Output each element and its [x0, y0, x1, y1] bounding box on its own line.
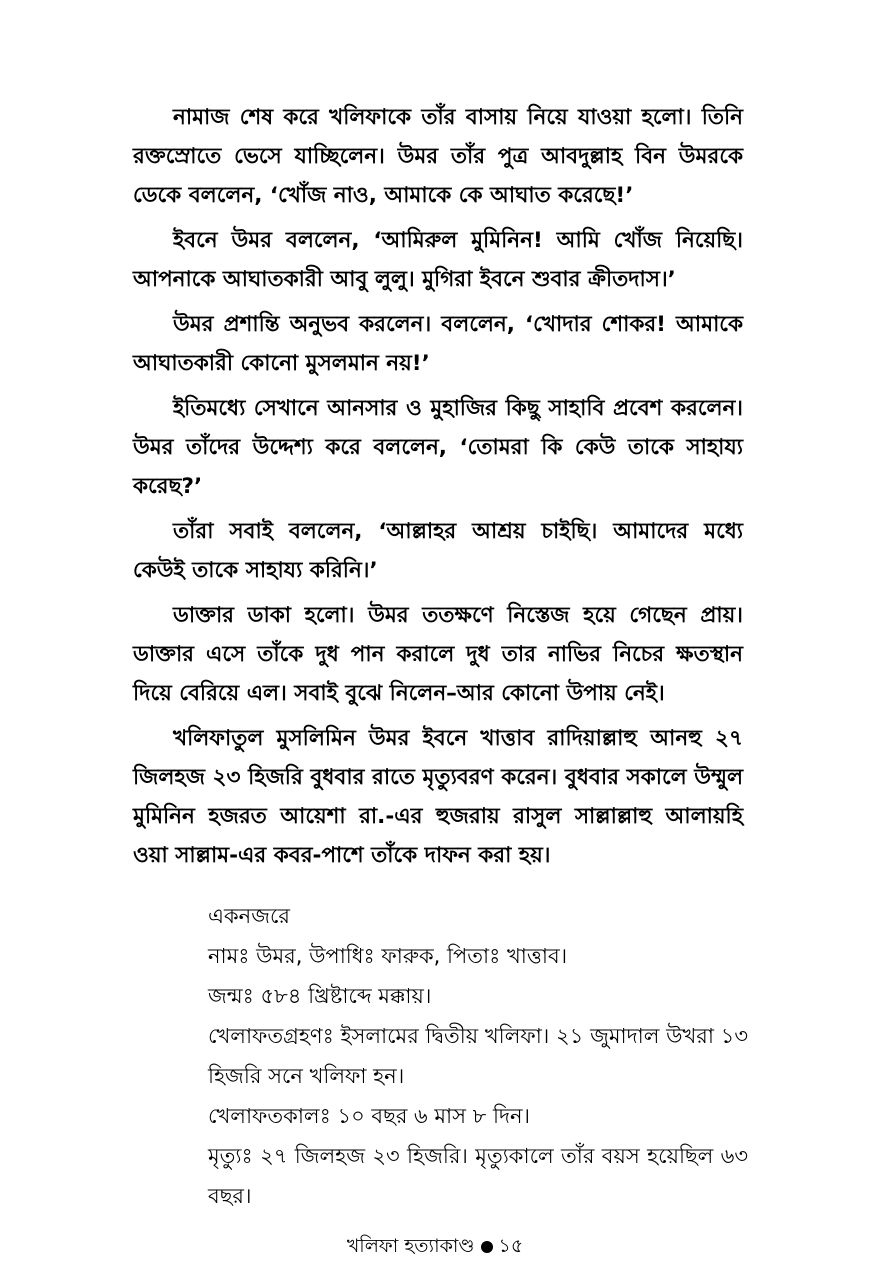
page-number: ১৫ — [498, 1235, 524, 1257]
paragraph: খলিফাতুল মুসলিমিন উমর ইবনে খাত্তাব রাদিয়াল্লাহু আনহু ২৭ জিলহজ ২৩ হিজরি বুধবার রাতে মৃত্যুবরণ করেন। বুধবার সকালে উম্মুল মুমিনিন হজরত আয়েশা রা.-এর হুজরায় রাসুল সাল্লাল্লাহু আলায়হি ওয়া সাল্লাম-এর কবর-পাশে তাঁকে দাফন করা হয়। — [133, 726, 743, 868]
summary-line-name: নামঃ উমর, উপাধিঃ ফারুক, পিতাঃ খাত্তাব। — [208, 944, 568, 968]
paragraph: ডাক্তার ডাকা হলো। উমর ততক্ষণে নিস্তেজ হয়ে গেছেন প্রায়। ডাক্তার এসে তাঁকে দুধ পান করালে দুধ তার নাভির নিচের ক্ষতস্থান দিয়ে বেরিয়ে এল। সবাই বুঝে নিলেন–আর কোনো উপায় নেই। — [133, 603, 743, 706]
summary-line-death: মৃত্যুঃ ২৭ জিলহজ ২৩ হিজরি। মৃত্যুকালে তাঁর বয়স হয়েছিল ৬৩ বছর। — [208, 1144, 748, 1208]
paragraph: ইতিমধ্যে সেখানে আনসার ও মুহাজির কিছু সাহাবি প্রবেশ করলেন। উমর তাঁদের উদ্দেশ্য করে বললেন, ‘তোমরা কি কেউ তাকে সাহায্য করেছ?’ — [133, 396, 743, 499]
paragraph: নামাজ শেষ করে খলিফাকে তাঁর বাসায় নিয়ে যাওয়া হলো। তিনি রক্তস্রোতে ভেসে যাচ্ছিলেন। উমর তাঁর পুত্র আবদুল্লাহ বিন উমরকে ডেকে বললেন, ‘খোঁজ নাও, আমাকে কে আঘাত করেছে!’ — [133, 105, 743, 208]
bullet-icon — [481, 1241, 493, 1253]
summary-line-caliphate: খেলাফতগ্রহণঃ ইসলামের দ্বিতীয় খলিফা। ২১ জুমাদাল উখরা ১৩ হিজরি সনে খলিফা হন। — [208, 1024, 748, 1088]
main-text — [133, 98, 743, 881]
summary-box — [208, 896, 748, 1216]
summary-line-tenure: খেলাফতকালঃ ১০ বছর ৬ মাস ৮ দিন। — [208, 1104, 531, 1128]
summary-heading: একনজরে — [208, 904, 290, 928]
paragraph: উমর প্রশান্তি অনুভব করলেন। বললেন, ‘খোদার শোকর! আমাকে আঘাতকারী কোনো মুসলমান নয়!’ — [133, 312, 743, 376]
summary-line-birth: জন্মঃ ৫৮৪ খ্রিষ্টাব্দে মক্কায়। — [208, 984, 432, 1008]
paragraph: ইবনে উমর বললেন, ‘আমিরুল মুমিনিন! আমি খোঁজ নিয়েছি। আপনাকে আঘাতকারী আবু লুলু। মুগিরা ইবনে শুবার ক্রীতদাস।’ — [133, 228, 743, 292]
footer-book-title: খলিফা হত্যাকাণ্ড — [346, 1235, 475, 1257]
page-footer — [0, 1232, 870, 1260]
paragraph: তাঁরা সবাই বললেন, ‘আল্লাহর আশ্রয় চাইছি। আমাদের মধ্যে কেউই তাকে সাহায্য করিনি।’ — [133, 519, 743, 583]
